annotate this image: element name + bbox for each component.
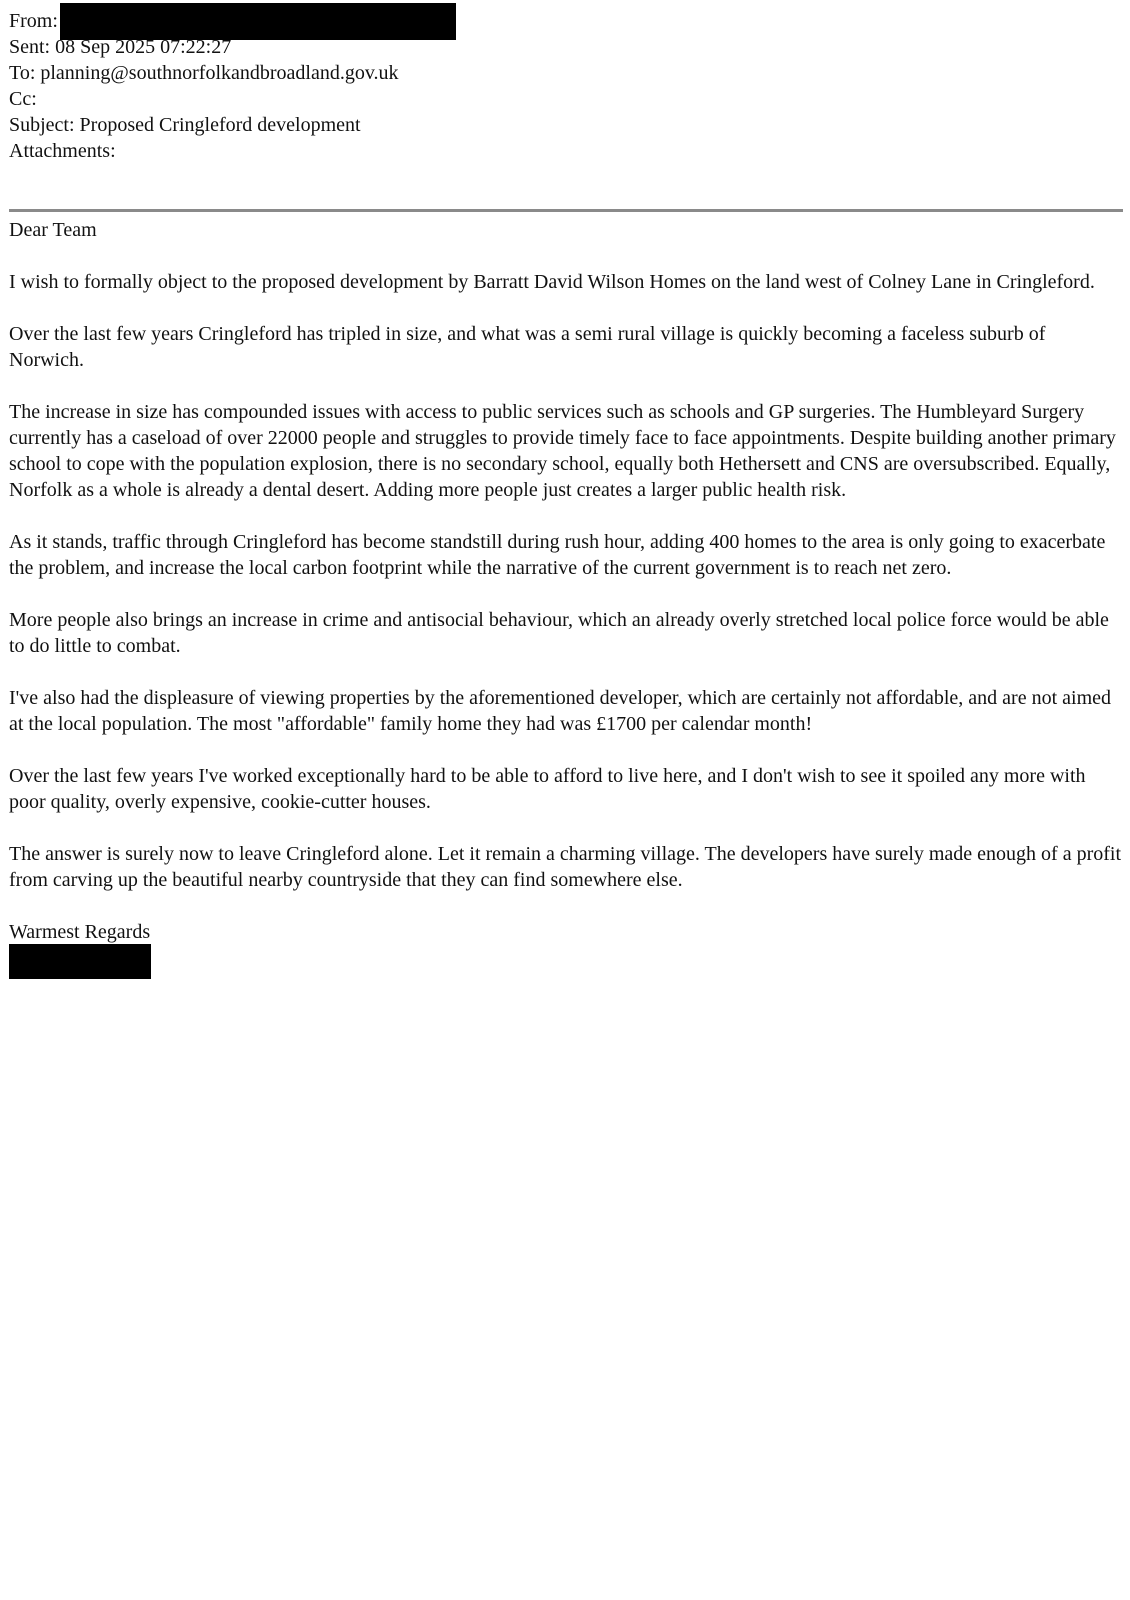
from-label: From: xyxy=(9,10,58,32)
sent-line: Sent: 08 Sep 2025 07:22:27 xyxy=(9,36,232,58)
email-headers xyxy=(9,8,456,164)
body-paragraph: I wish to formally object to the proposed development by Barratt David Wilson Homes on the land west of Colney Lane in Cringleford. xyxy=(9,271,1095,293)
attachments-line: Attachments: xyxy=(9,140,116,162)
greeting: Dear Team xyxy=(9,219,97,241)
redacted-signature-box xyxy=(9,944,151,979)
body-paragraph: The increase in size has compounded issues with access to public services such as schools and GP surgeries. The Humbleyard Surgery currently has a caseload of over 22000 people and struggles to provide timely face to face appointments. Despite building another primary school to cope with the population explosion, there is no secondary school, equally both Hethersett and CNS are oversubscribed. Equally, Norfolk as a whole is already a dental desert. Adding more people just creates a larger public health risk. xyxy=(9,401,1116,501)
email-body xyxy=(9,217,1123,979)
body-paragraph: The answer is surely now to leave Cringleford alone. Let it remain a charming village. The developers have surely made enough of a profit from carving up the beautiful nearby countryside that they can find somewhere else. xyxy=(9,843,1122,891)
to-line: To: planning@southnorfolkandbroadland.gov.uk xyxy=(9,62,399,84)
body-paragraph: Over the last few years Cringleford has tripled in size, and what was a semi rural village is quickly becoming a faceless suburb of Norwich. xyxy=(9,323,1046,371)
subject-line: Subject: Proposed Cringleford development xyxy=(9,114,361,136)
body-paragraph: I've also had the displeasure of viewing properties by the aforementioned developer, which are certainly not affordable, and are not aimed at the local population. The most "affordable" family home they had was £1700 per calendar month! xyxy=(9,687,1112,735)
signoff: Warmest Regards xyxy=(9,921,151,943)
body-paragraph: Over the last few years I've worked exceptionally hard to be able to afford to live here, and I don't wish to see it spoiled any more with poor quality, overly expensive, cookie-cutter houses. xyxy=(9,765,1086,813)
from-line xyxy=(9,8,456,34)
header-divider xyxy=(9,209,1123,212)
cc-line: Cc: xyxy=(9,88,37,110)
body-paragraph: More people also brings an increase in crime and antisocial behaviour, which an already overly stretched local police force would be able to do little to combat. xyxy=(9,609,1109,657)
body-paragraph: As it stands, traffic through Cringleford has become standstill during rush hour, adding 400 homes to the area is only going to exacerbate the problem, and increase the local carbon footprint while the narrative of the current government is to reach net zero. xyxy=(9,531,1106,579)
